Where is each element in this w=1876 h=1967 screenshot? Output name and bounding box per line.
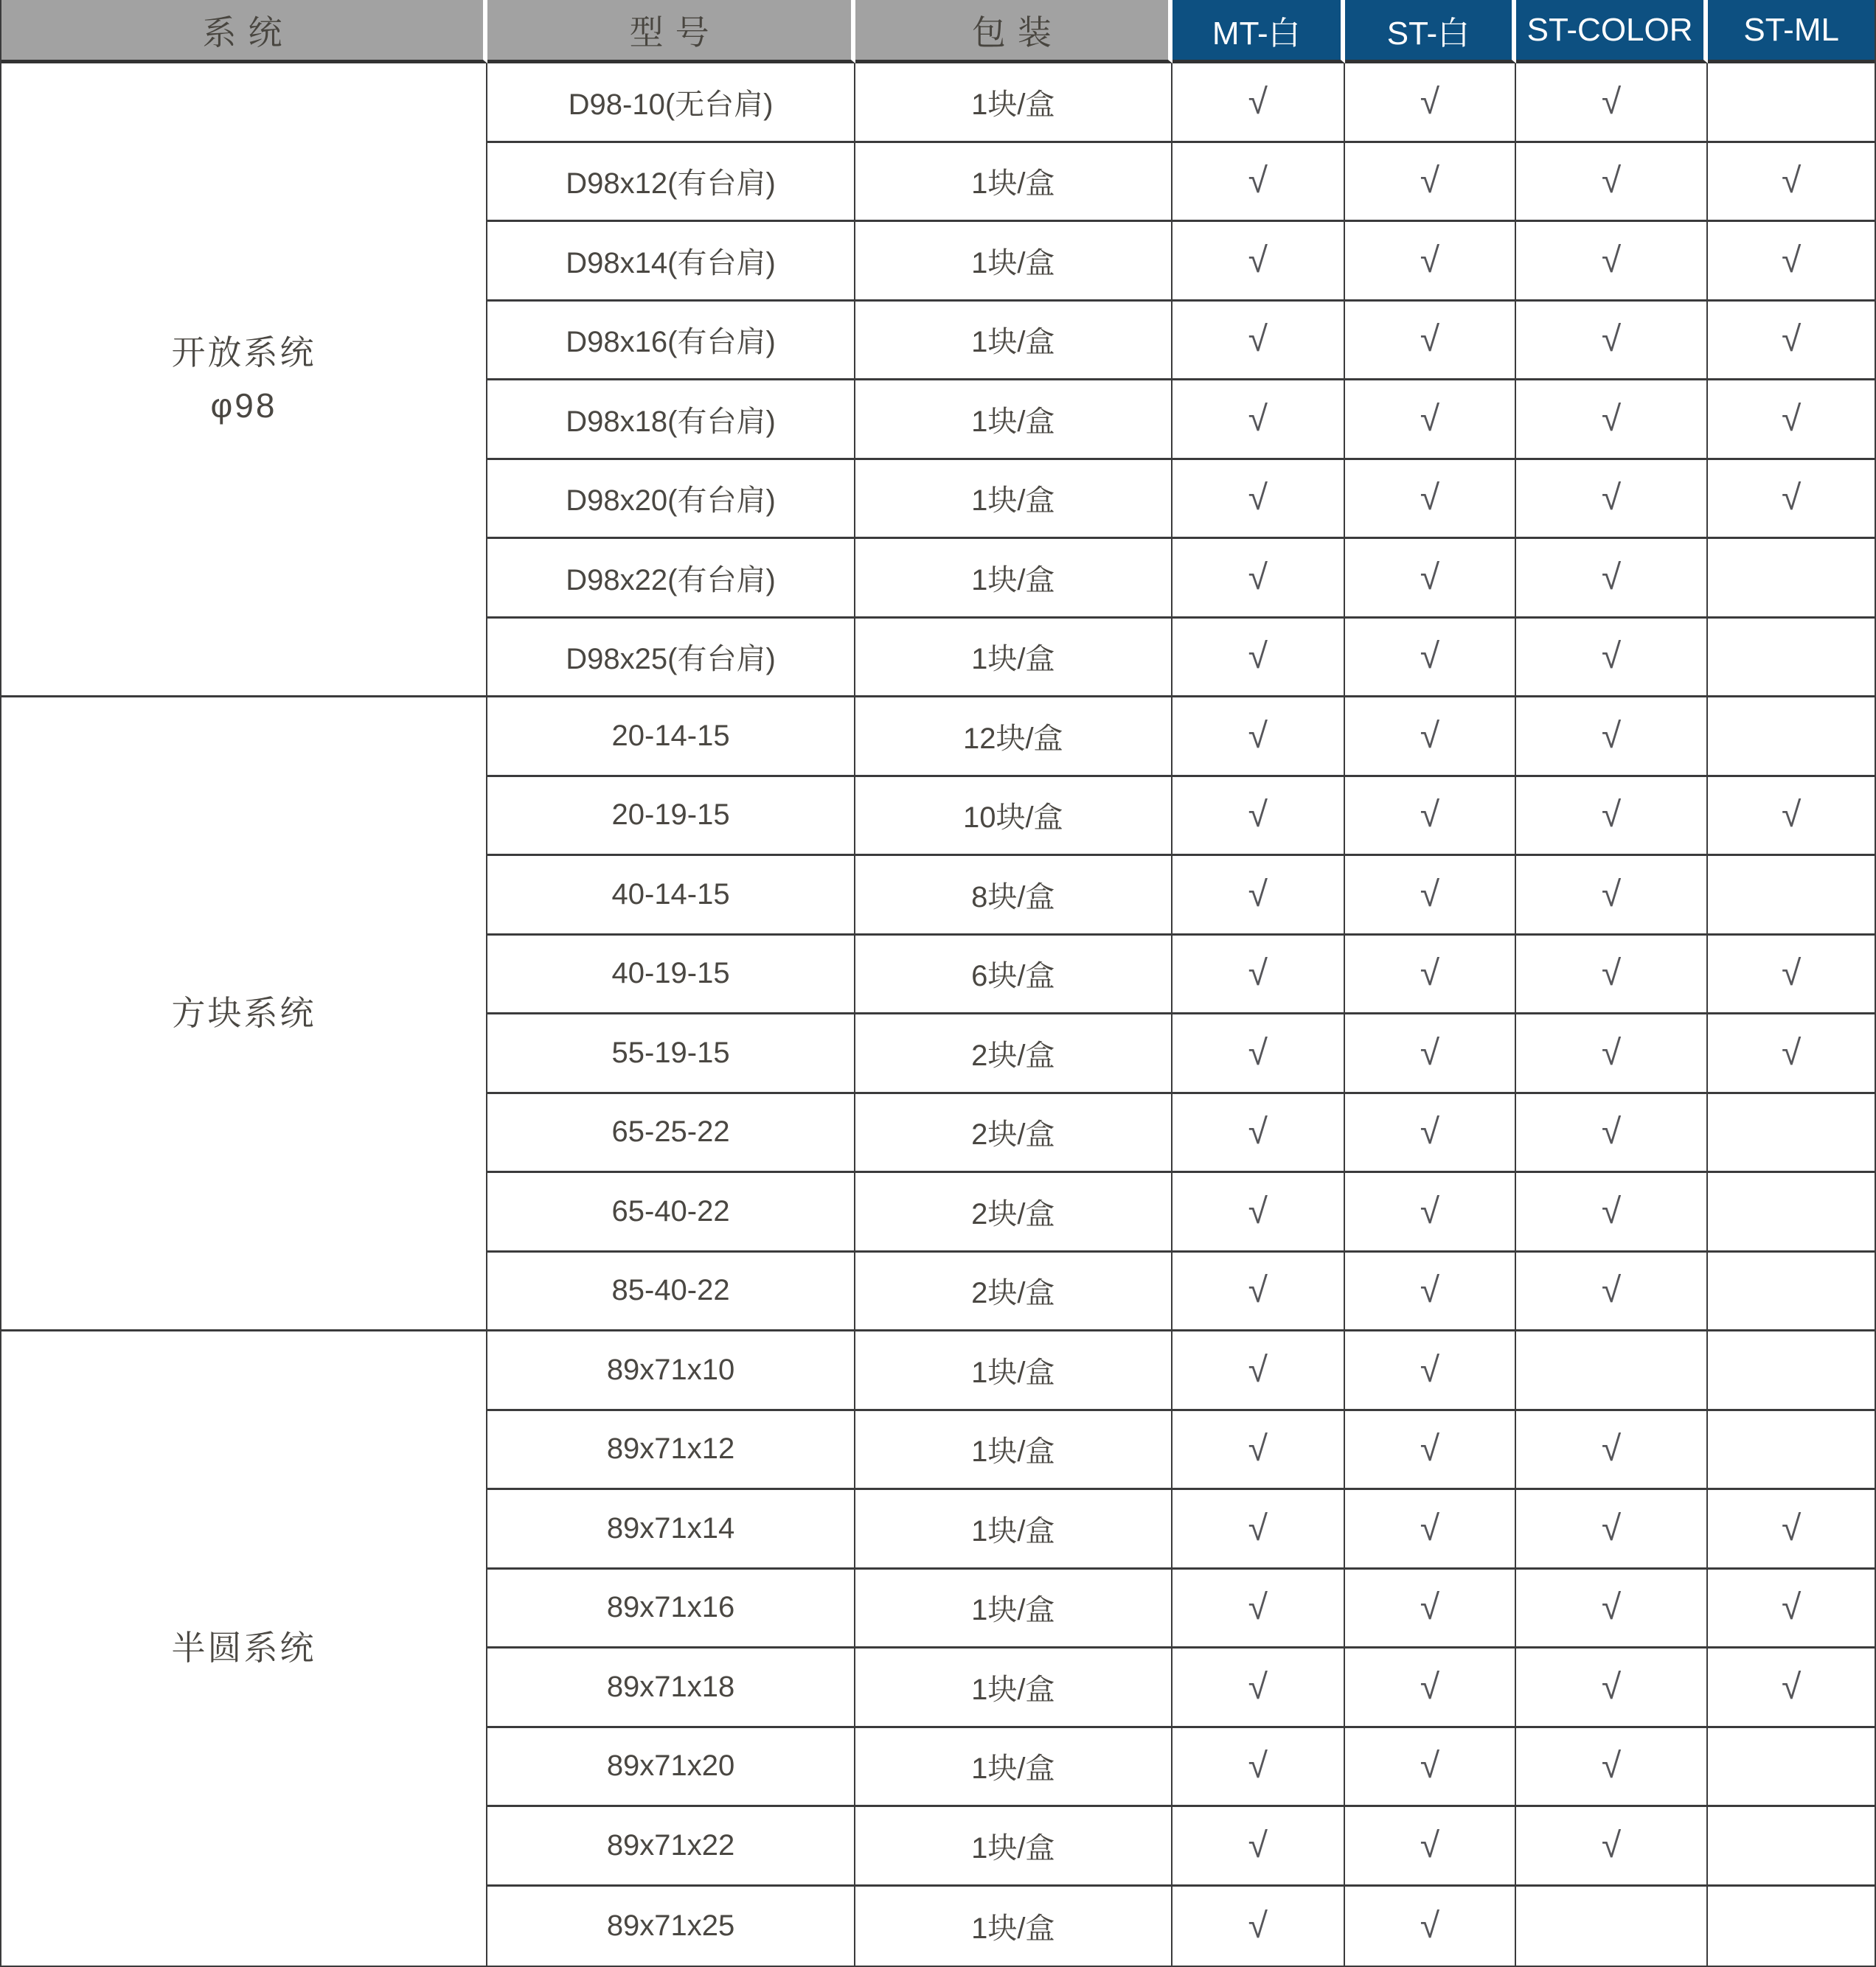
packaging-cell: 1块/盒: [855, 1570, 1172, 1649]
system-group-label: 开放系统: [171, 333, 316, 372]
check-mark-cell: √: [1345, 1807, 1516, 1887]
packaging-cell: 1块/盒: [855, 619, 1172, 698]
packaging-cell: 1块/盒: [855, 63, 1172, 143]
check-mark-cell: √: [1345, 1173, 1516, 1253]
check-mark-cell: √: [1516, 1411, 1709, 1491]
packaging-cell: 1块/盒: [855, 1807, 1172, 1887]
check-mark-cell: √: [1172, 1887, 1346, 1966]
packaging-cell: 1块/盒: [855, 143, 1172, 223]
check-mark-cell: √: [1516, 936, 1709, 1015]
check-mark-cell: √: [1516, 63, 1709, 143]
model-cell: D98x20(有台肩): [487, 460, 855, 540]
packaging-cell: 2块/盒: [855, 1014, 1172, 1094]
model-cell: 89x71x25: [487, 1887, 855, 1966]
check-mark-cell: √: [1172, 1490, 1346, 1570]
check-mark-cell: √: [1172, 856, 1346, 936]
check-mark-cell: √: [1172, 143, 1346, 223]
model-cell: D98x22(有台肩): [487, 539, 855, 619]
check-mark-cell: √: [1172, 697, 1346, 777]
model-cell: D98x25(有台肩): [487, 619, 855, 698]
check-mark-cell: √: [1172, 1411, 1346, 1491]
model-cell: 89x71x10: [487, 1331, 855, 1411]
empty-check-cell: [1708, 1331, 1875, 1411]
model-cell: 89x71x16: [487, 1570, 855, 1649]
check-mark-cell: √: [1516, 460, 1709, 540]
check-mark-cell: √: [1345, 1094, 1516, 1174]
check-mark-cell: √: [1345, 63, 1516, 143]
check-mark-cell: √: [1516, 1570, 1709, 1649]
check-mark-cell: √: [1708, 302, 1875, 381]
header-st-ml: ST-ML: [1708, 0, 1875, 63]
empty-check-cell: [1516, 1331, 1709, 1411]
check-mark-cell: √: [1345, 1253, 1516, 1332]
system-group-cell: [1, 63, 487, 697]
empty-check-cell: [1708, 1094, 1875, 1174]
check-mark-cell: √: [1516, 222, 1709, 302]
check-mark-cell: √: [1708, 143, 1875, 223]
model-cell: D98x16(有台肩): [487, 302, 855, 381]
check-mark-cell: √: [1172, 460, 1346, 540]
empty-check-cell: [1516, 1887, 1709, 1966]
check-mark-cell: √: [1172, 777, 1346, 857]
empty-check-cell: [1708, 1887, 1875, 1966]
check-mark-cell: √: [1172, 936, 1346, 1015]
model-cell: 40-14-15: [487, 856, 855, 936]
check-mark-cell: √: [1345, 1014, 1516, 1094]
check-mark-cell: √: [1516, 1014, 1709, 1094]
check-mark-cell: √: [1345, 856, 1516, 936]
packaging-cell: 1块/盒: [855, 1649, 1172, 1728]
packaging-cell: 1块/盒: [855, 539, 1172, 619]
empty-check-cell: [1708, 856, 1875, 936]
check-mark-cell: √: [1516, 1649, 1709, 1728]
packaging-cell: 1块/盒: [855, 1411, 1172, 1491]
check-mark-cell: √: [1345, 1411, 1516, 1491]
packaging-cell: 1块/盒: [855, 1490, 1172, 1570]
header-packaging: 包装: [855, 0, 1172, 63]
model-cell: 85-40-22: [487, 1253, 855, 1332]
check-mark-cell: √: [1172, 1728, 1346, 1808]
model-cell: D98x12(有台肩): [487, 143, 855, 223]
model-cell: 40-19-15: [487, 936, 855, 1015]
empty-check-cell: [1708, 63, 1875, 143]
check-mark-cell: √: [1172, 222, 1346, 302]
check-mark-cell: √: [1516, 143, 1709, 223]
packaging-cell: 1块/盒: [855, 1728, 1172, 1808]
packaging-cell: 1块/盒: [855, 302, 1172, 381]
check-mark-cell: √: [1172, 1173, 1346, 1253]
check-mark-cell: √: [1345, 697, 1516, 777]
packaging-cell: 1块/盒: [855, 380, 1172, 460]
check-mark-cell: √: [1516, 539, 1709, 619]
model-cell: 65-25-22: [487, 1094, 855, 1174]
check-mark-cell: √: [1708, 777, 1875, 857]
check-mark-cell: √: [1345, 539, 1516, 619]
empty-check-cell: [1708, 619, 1875, 698]
check-mark-cell: √: [1172, 380, 1346, 460]
check-mark-cell: √: [1172, 1649, 1346, 1728]
model-cell: 20-19-15: [487, 777, 855, 857]
check-mark-cell: √: [1708, 460, 1875, 540]
check-mark-cell: √: [1345, 1649, 1516, 1728]
system-group-cell: [1, 697, 487, 1331]
check-mark-cell: √: [1708, 1570, 1875, 1649]
model-cell: 89x71x12: [487, 1411, 855, 1491]
system-group-label: 半圆系统: [171, 1629, 316, 1668]
header-system: 系统: [1, 0, 487, 63]
check-mark-cell: √: [1172, 302, 1346, 381]
check-mark-cell: √: [1708, 1490, 1875, 1570]
check-mark-cell: √: [1516, 1173, 1709, 1253]
check-mark-cell: √: [1516, 777, 1709, 857]
check-mark-cell: √: [1172, 63, 1346, 143]
check-mark-cell: √: [1516, 697, 1709, 777]
check-mark-cell: √: [1172, 1094, 1346, 1174]
check-mark-cell: √: [1345, 1331, 1516, 1411]
check-mark-cell: √: [1345, 222, 1516, 302]
check-mark-cell: √: [1345, 1728, 1516, 1808]
packaging-cell: 8块/盒: [855, 856, 1172, 936]
check-mark-cell: √: [1516, 1253, 1709, 1332]
check-mark-cell: √: [1345, 936, 1516, 1015]
check-mark-cell: √: [1345, 302, 1516, 381]
check-mark-cell: √: [1345, 1570, 1516, 1649]
model-cell: D98x14(有台肩): [487, 222, 855, 302]
model-cell: 89x71x20: [487, 1728, 855, 1808]
check-mark-cell: √: [1345, 143, 1516, 223]
model-cell: D98-10(无台肩): [487, 63, 855, 143]
check-mark-cell: √: [1516, 1728, 1709, 1808]
system-group-sublabel: φ98: [210, 386, 277, 425]
packaging-cell: 1块/盒: [855, 1331, 1172, 1411]
model-cell: D98x18(有台肩): [487, 380, 855, 460]
check-mark-cell: √: [1345, 619, 1516, 698]
header-model: 型号: [487, 0, 855, 63]
packaging-cell: 2块/盒: [855, 1253, 1172, 1332]
check-mark-cell: √: [1708, 936, 1875, 1015]
check-mark-cell: √: [1172, 539, 1346, 619]
check-mark-cell: √: [1708, 1649, 1875, 1728]
check-mark-cell: √: [1516, 856, 1709, 936]
empty-check-cell: [1708, 1728, 1875, 1808]
packaging-cell: 2块/盒: [855, 1094, 1172, 1174]
packaging-cell: 6块/盒: [855, 936, 1172, 1015]
packaging-cell: 1块/盒: [855, 222, 1172, 302]
model-cell: 20-14-15: [487, 697, 855, 777]
check-mark-cell: √: [1345, 777, 1516, 857]
empty-check-cell: [1708, 1807, 1875, 1887]
packaging-cell: 1块/盒: [855, 460, 1172, 540]
check-mark-cell: √: [1516, 302, 1709, 381]
packaging-cell: 12块/盒: [855, 697, 1172, 777]
check-mark-cell: √: [1345, 380, 1516, 460]
check-mark-cell: √: [1708, 222, 1875, 302]
header-st-white: ST-白: [1345, 0, 1516, 63]
check-mark-cell: √: [1345, 460, 1516, 540]
model-cell: 55-19-15: [487, 1014, 855, 1094]
check-mark-cell: √: [1172, 1570, 1346, 1649]
check-mark-cell: √: [1345, 1490, 1516, 1570]
check-mark-cell: √: [1516, 619, 1709, 698]
check-mark-cell: √: [1708, 1014, 1875, 1094]
packaging-cell: 1块/盒: [855, 1887, 1172, 1966]
header-st-color: ST-COLOR: [1516, 0, 1709, 63]
check-mark-cell: √: [1172, 1807, 1346, 1887]
check-mark-cell: √: [1172, 1014, 1346, 1094]
empty-check-cell: [1708, 1253, 1875, 1332]
system-group-cell: [1, 1331, 487, 1966]
check-mark-cell: √: [1516, 1490, 1709, 1570]
check-mark-cell: √: [1516, 1807, 1709, 1887]
packaging-cell: 10块/盒: [855, 777, 1172, 857]
check-mark-cell: √: [1345, 1887, 1516, 1966]
model-cell: 89x71x22: [487, 1807, 855, 1887]
check-mark-cell: √: [1516, 1094, 1709, 1174]
empty-check-cell: [1708, 539, 1875, 619]
model-cell: 89x71x18: [487, 1649, 855, 1728]
packaging-cell: 2块/盒: [855, 1173, 1172, 1253]
model-cell: 65-40-22: [487, 1173, 855, 1253]
empty-check-cell: [1708, 697, 1875, 777]
check-mark-cell: √: [1172, 1253, 1346, 1332]
system-group-label: 方块系统: [171, 993, 316, 1032]
model-cell: 89x71x14: [487, 1490, 855, 1570]
check-mark-cell: √: [1172, 1331, 1346, 1411]
empty-check-cell: [1708, 1411, 1875, 1491]
check-mark-cell: √: [1516, 380, 1709, 460]
check-mark-cell: √: [1172, 619, 1346, 698]
check-mark-cell: √: [1708, 380, 1875, 460]
empty-check-cell: [1708, 1173, 1875, 1253]
header-mt-white: MT-白: [1172, 0, 1346, 63]
